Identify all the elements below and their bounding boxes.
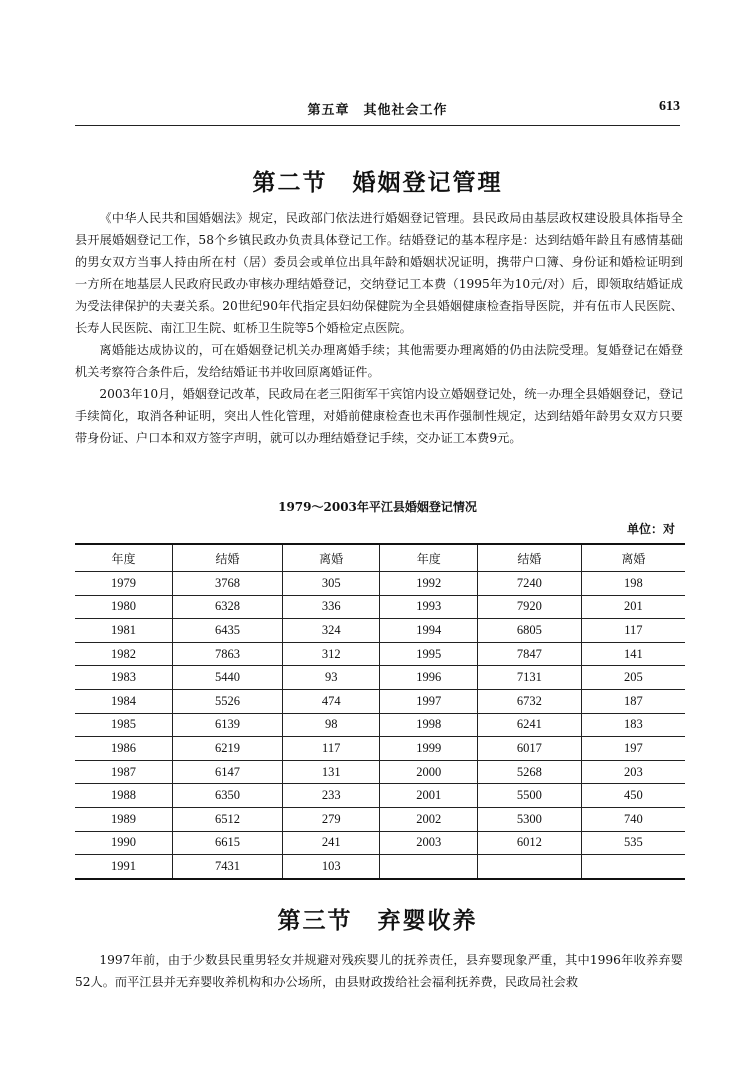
table-row [75, 713, 685, 737]
table-cell [380, 855, 478, 879]
table-cell: 1988 [75, 784, 173, 808]
table-cell: 5300 [478, 807, 582, 831]
table-cell: 6512 [173, 807, 283, 831]
table-cell: 198 [581, 572, 685, 596]
column-header: 年度 [380, 544, 478, 572]
table-cell: 305 [282, 572, 380, 596]
paragraph: 离婚能达成协议的，可在婚姻登记机关办理离婚手续；其他需要办理离婚的仍由法院受理。复婚登记在婚登机关考察符合条件后，发给结婚证书并收回原离婚证件。 [75, 343, 683, 379]
column-header: 结婚 [478, 544, 582, 572]
table-cell: 450 [581, 784, 685, 808]
table-cell: 1982 [75, 642, 173, 666]
paragraph: 《中华人民共和国婚姻法》规定，民政部门依法进行婚姻登记管理。县民政局由基层政权建设股具体指导全县开展婚姻登记工作，58个乡镇民政办负责具体登记工作。结婚登记的基本程序是：达到结婚年龄且有感情基础的男女双方当事人持由所在村（居）委员会或单位出具年龄和婚姻状况证明，携带户口簿、身份证和婚检证明到一方所在地基层人民政府民政办审核办理结婚登记，交纳登记工本费（1995年为10元/对）后，即领取结婚证成为受法律保护的夫妻关系。20世纪90年代指定县妇幼保健院为全县婚姻健康检查指导医院，并有伍市人民医院、长寿人民医院、南江卫生院、虹桥卫生院等5个婚检定点医院。 [75, 211, 683, 335]
column-header: 年度 [75, 544, 173, 572]
table-cell: 1984 [75, 689, 173, 713]
paragraph: 2003年10月，婚姻登记改革，民政局在老三阳街军干宾馆内设立婚姻登记处，统一办理全县婚姻登记，登记手续简化，取消各种证明，突出人性化管理，对婚前健康检查也未再作强制性规定，达到结婚年龄男女双方只要带身份证、户口本和双方签字声明，就可以办理结婚登记手续，交办证工本费9元。 [75, 387, 683, 445]
table-cell: 336 [282, 595, 380, 619]
table-cell: 5500 [478, 784, 582, 808]
table-cell: 6350 [173, 784, 283, 808]
table-cell: 1983 [75, 666, 173, 690]
table-body [75, 572, 685, 879]
table-cell: 279 [282, 807, 380, 831]
table-row [75, 642, 685, 666]
page-number: 613 [659, 99, 680, 114]
table-cell: 201 [581, 595, 685, 619]
table-cell: 131 [282, 760, 380, 784]
table-cell: 6017 [478, 737, 582, 761]
table-cell: 1981 [75, 619, 173, 643]
table-cell: 740 [581, 807, 685, 831]
table-cell: 5440 [173, 666, 283, 690]
column-header: 离婚 [282, 544, 380, 572]
section-heading-abandoned-infants: 第三节 弃婴收养 [277, 908, 478, 934]
table-cell: 183 [581, 713, 685, 737]
table-cell: 7431 [173, 855, 283, 879]
table-cell: 1996 [380, 666, 478, 690]
table-cell: 1993 [380, 595, 478, 619]
table-cell: 7920 [478, 595, 582, 619]
table-cell: 324 [282, 619, 380, 643]
table-cell: 1997 [380, 689, 478, 713]
section-body-abandoned-infants [75, 949, 683, 993]
table-cell: 1979 [75, 572, 173, 596]
table-cell: 233 [282, 784, 380, 808]
table-cell: 5268 [478, 760, 582, 784]
table-cell: 7863 [173, 642, 283, 666]
table-cell [478, 855, 582, 879]
table-cell: 6147 [173, 760, 283, 784]
table-cell: 1991 [75, 855, 173, 879]
table-cell: 187 [581, 689, 685, 713]
table-cell: 312 [282, 642, 380, 666]
table-cell: 5526 [173, 689, 283, 713]
table-unit: 单位：对 [626, 522, 675, 536]
table-cell: 241 [282, 831, 380, 855]
table-cell: 141 [581, 642, 685, 666]
section-body-marriage-registration [75, 207, 683, 449]
table-header-row [75, 544, 685, 572]
table-row [75, 619, 685, 643]
table-row [75, 737, 685, 761]
table-cell: 1992 [380, 572, 478, 596]
table-cell: 1987 [75, 760, 173, 784]
table-cell: 93 [282, 666, 380, 690]
table-caption: 1979～2003年平江县婚姻登记情况 [278, 500, 477, 514]
table-cell: 2000 [380, 760, 478, 784]
section-heading-marriage-registration: 第二节 婚姻登记管理 [252, 170, 503, 196]
table-cell: 1994 [380, 619, 478, 643]
table-cell: 7847 [478, 642, 582, 666]
table-cell: 6241 [478, 713, 582, 737]
table-row [75, 807, 685, 831]
table-cell: 6805 [478, 619, 582, 643]
table-cell: 117 [282, 737, 380, 761]
table-cell: 6328 [173, 595, 283, 619]
running-header [75, 97, 680, 126]
table-cell: 1999 [380, 737, 478, 761]
column-header: 离婚 [581, 544, 685, 572]
table-cell: 1990 [75, 831, 173, 855]
table-cell: 7240 [478, 572, 582, 596]
table-cell [581, 855, 685, 879]
table-cell: 197 [581, 737, 685, 761]
table-cell: 1995 [380, 642, 478, 666]
marriage-registration-table [75, 543, 685, 880]
table-cell: 98 [282, 713, 380, 737]
table-cell: 6732 [478, 689, 582, 713]
table-cell: 7131 [478, 666, 582, 690]
table-cell: 2003 [380, 831, 478, 855]
table-cell: 205 [581, 666, 685, 690]
table-row [75, 760, 685, 784]
table-cell: 6139 [173, 713, 283, 737]
table-cell: 6435 [173, 619, 283, 643]
table-row [75, 666, 685, 690]
table-row [75, 831, 685, 855]
table-cell: 6012 [478, 831, 582, 855]
table-cell: 117 [581, 619, 685, 643]
table-cell: 1985 [75, 713, 173, 737]
table-cell: 2001 [380, 784, 478, 808]
table-cell: 3768 [173, 572, 283, 596]
paragraph: 1997年前，由于少数县民重男轻女并规避对残疾婴儿的抚养责任，县弃婴现象严重，其中1996年收养弃婴52人。而平江县并无弃婴收养机构和办公场所，由县财政拨给社会福利抚养费，民政局社会救 [75, 953, 683, 989]
table-cell: 1980 [75, 595, 173, 619]
table-cell: 203 [581, 760, 685, 784]
table-cell: 6219 [173, 737, 283, 761]
table-cell: 1998 [380, 713, 478, 737]
table-row [75, 689, 685, 713]
table-cell: 6615 [173, 831, 283, 855]
table-cell: 535 [581, 831, 685, 855]
chapter-title: 第五章 其他社会工作 [307, 103, 448, 118]
table-cell: 103 [282, 855, 380, 879]
table-row [75, 784, 685, 808]
table-cell: 2002 [380, 807, 478, 831]
table-row [75, 572, 685, 596]
table-row [75, 595, 685, 619]
column-header: 结婚 [173, 544, 283, 572]
table-cell: 474 [282, 689, 380, 713]
table-row [75, 855, 685, 879]
table-cell: 1989 [75, 807, 173, 831]
table-cell: 1986 [75, 737, 173, 761]
